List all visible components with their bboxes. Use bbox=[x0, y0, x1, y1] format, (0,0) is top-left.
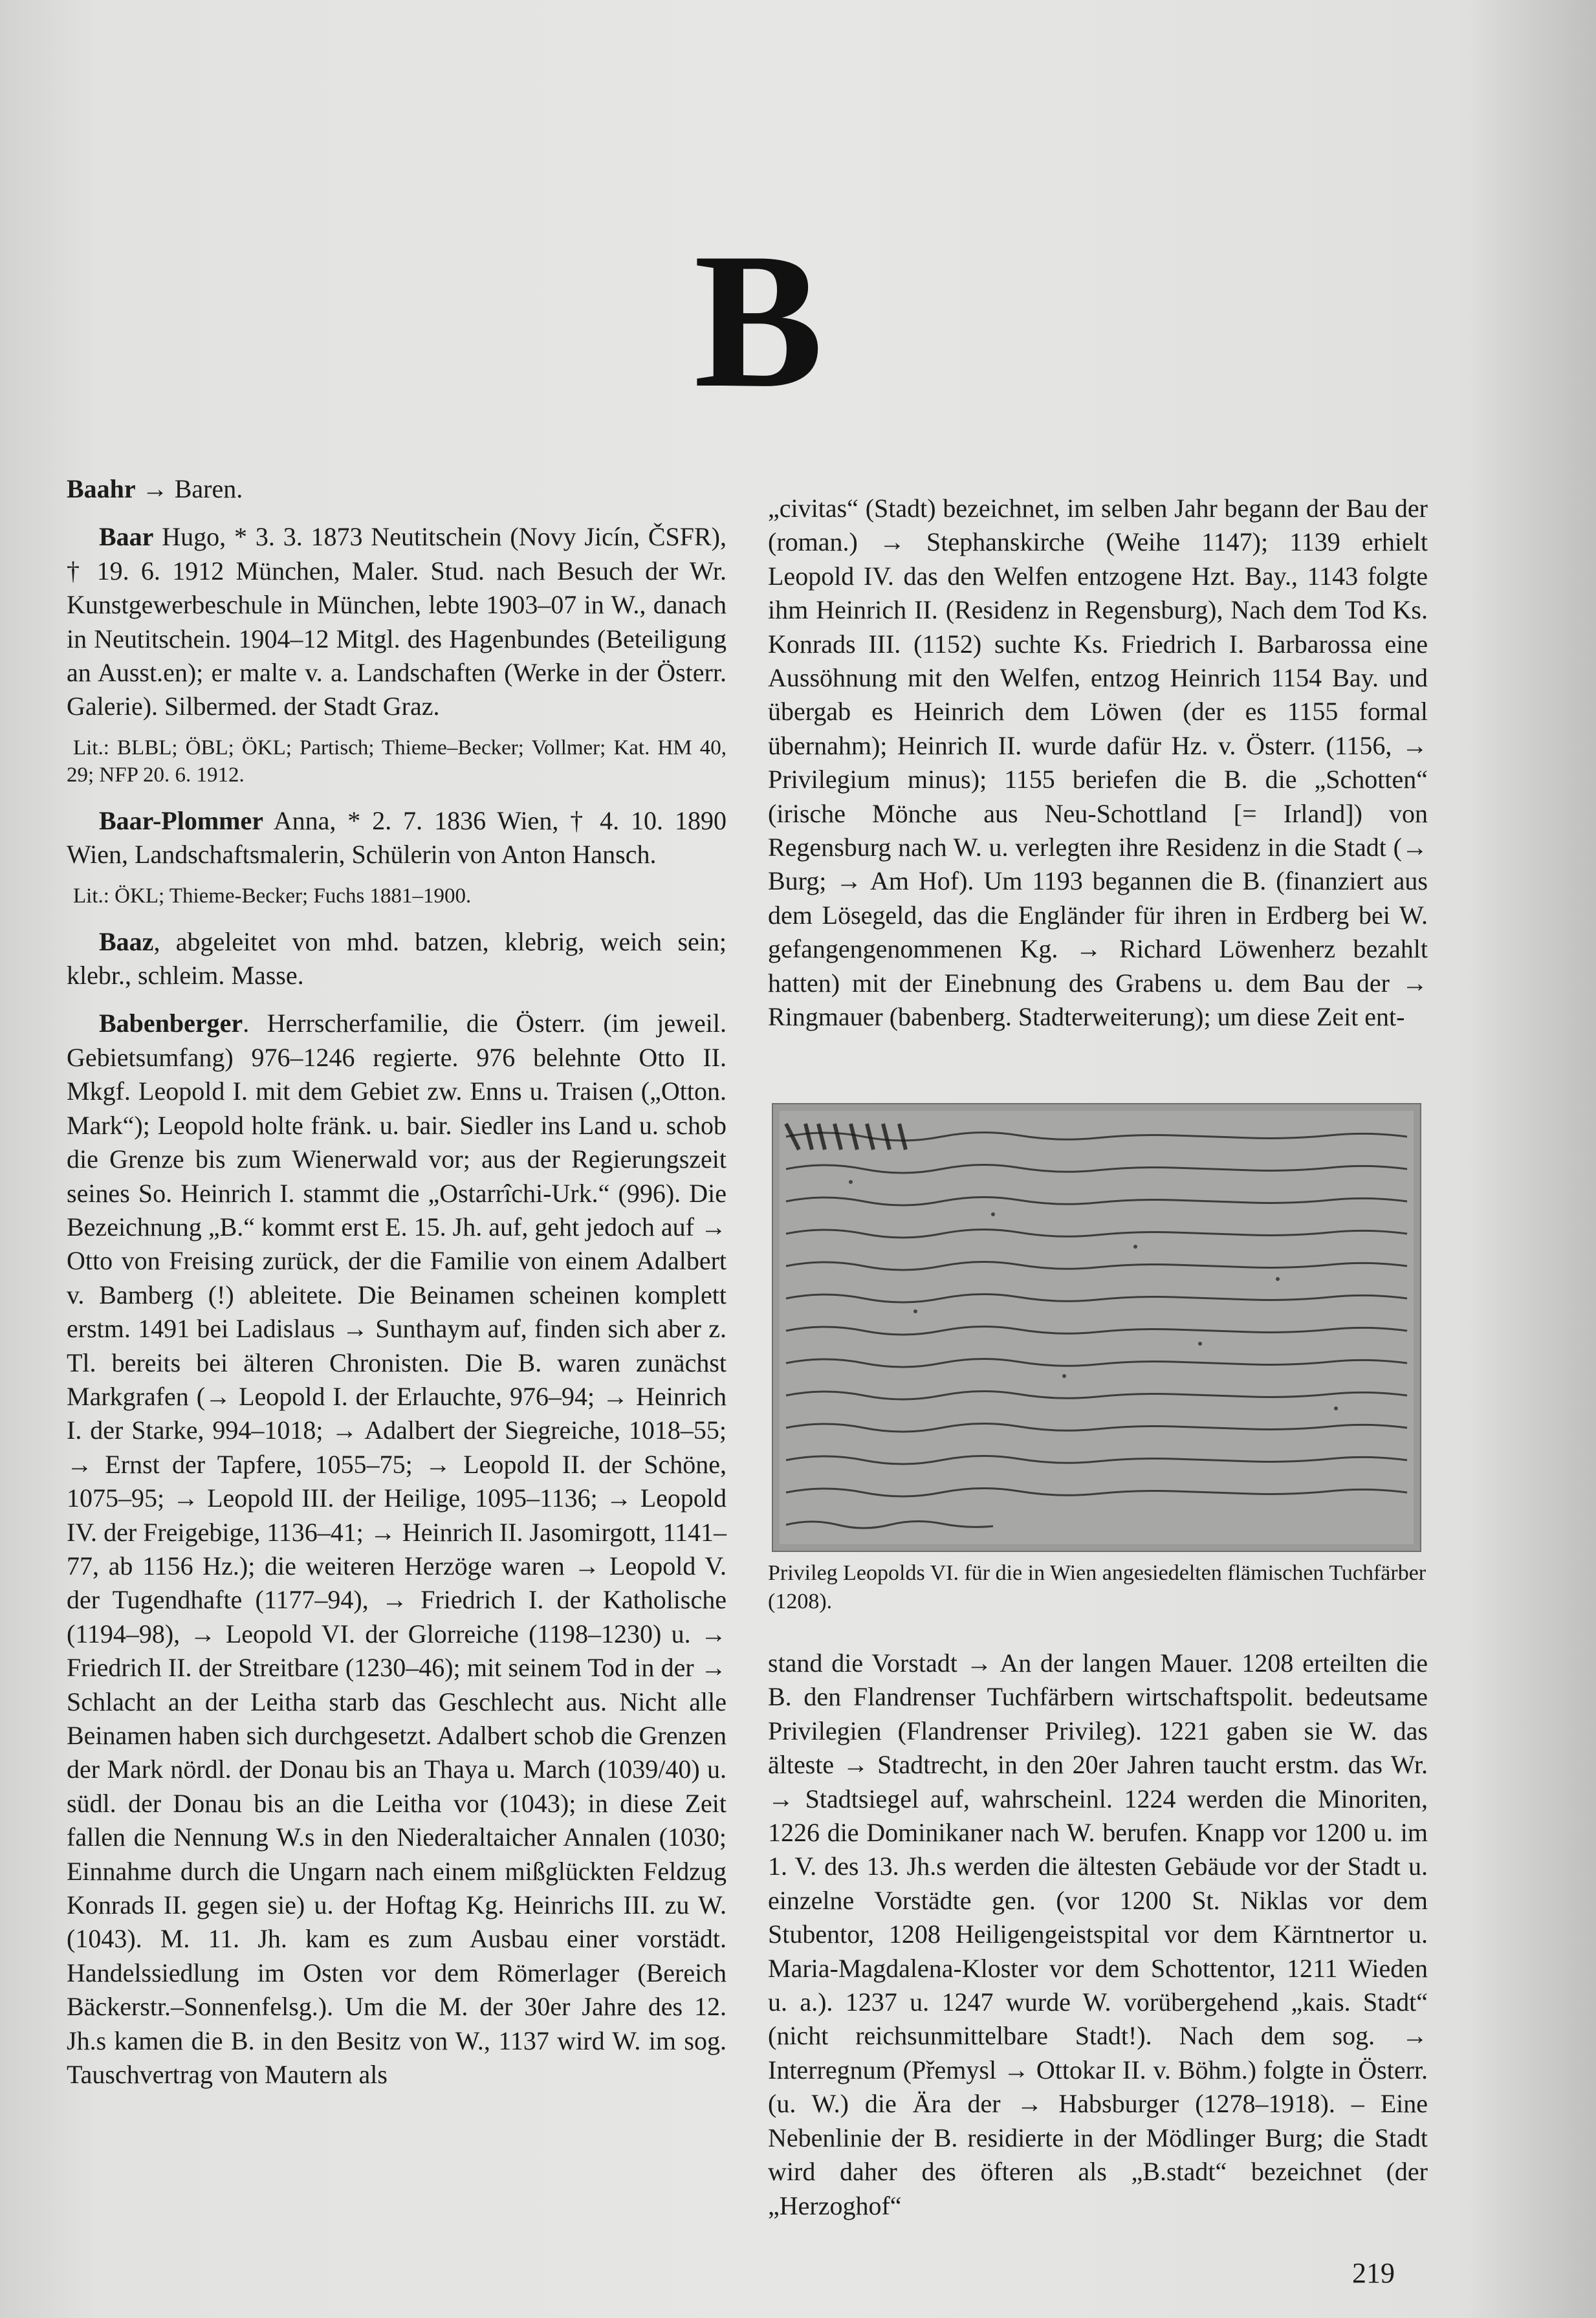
lemma: Baar bbox=[99, 522, 154, 552]
entry-text: . Herrscherfamilie, die Österr. (im jeweil. Gebietsumfang) 976–1246 regierte. 976 belehnte Otto II. Mkgf. Leopold I. mit dem Gebiet zw. Enns u. Traisen („Otton. Mark“); Leopold holte fränk. u. bair. Siedler ins Land u. schob die Grenze bis zum Wienerwald vor; aus der Regierungszeit seines So. Heinrich I. stammt die „Ostarrîchi-Urk.“ (996). Die Bezeichnung „B.“ kommt erst E. 15. Jh. auf, geht jedoch auf → Otto von Freising zurück, der die Familie von einem Adalbert v. Bamberg (!) ableitete. Die Beinamen scheinen komplett erstm. 1491 bei Ladislaus → Sunthaym auf, finden sich aber z. Tl. bereits bei älteren Chronisten. Die B. waren zunächst Markgrafen (→ Leopold I. der Erlauchte, 976–94; → Heinrich I. der Starke, 994–1018; → Adalbert der Siegreiche, 1018–55; → Ernst der Tapfere, 1055–75; → Leopold II. der Schöne, 1075–95; → Leopold III. der Heilige, 1095–1136; → Leopold IV. der Freigebige, 1136–41; → Heinrich II. Jasomirgott, 1141–77, ab 1156 Hz.); die weiteren Herzöge waren → Leopold V. der Tugendhafte (1177–94), → Friedrich I. der Katholische (1194–98), → Leopold VI. der Glorreiche (1198–1230) u. → Friedrich II. der Streitbare (1230–46); mit seinem Tod in der → Schlacht an der Leitha starb das Geschlecht aus. Nicht alle Beinamen haben sich durchgesetzt. Adalbert schob die Grenzen der Mark nördl. der Donau bis an Thaya u. March (1039/40) u. südl. der Donau bis an die Leitha vor (1043); in diese Zeit fallen die Nennung W.s in den Niederaltaicher Annalen (1030; Einnahme durch die Ungarn nach einem mißglückten Feldzug Konrads II. gegen sie) u. der Hoftag Kg. Heinrichs III. zu W. (1043). M. 11. Jh. kam es zum Ausbau einer vorstädt. Handelssiedlung im Osten vor dem Römerlager (Bereich Bäckerstr.–Sonnenfelsg.). Um die M. der 30er Jahre des 12. Jh.s kamen die B. in den Besitz von W., 1137 wird W. im sog. Tauschvertrag von Mautern als bbox=[67, 1009, 727, 2090]
literature-note: Lit.: ÖKL; Thieme-Becker; Fuchs 1881–1900. bbox=[73, 884, 472, 908]
section-letter: B bbox=[694, 213, 824, 428]
lemma: Babenberger bbox=[99, 1009, 243, 1038]
entry-baaz bbox=[67, 925, 727, 993]
continuation-text: stand die Vorstadt → An der langen Mauer. 1208 erteilten die B. den Flandrenser Tuchfärbern wirtschaftspolit. bedeutsame Privilegien (Flandrenser Privileg). 1221 gaben sie W. das älteste → Stadtrecht, in den 20er Jahren taucht erstm. das Wr. → Stadtsiegel auf, wahrscheinl. 1224 werden die Minoriten, 1226 die Dominikaner nach W. berufen. Knapp vor 1200 u. im 1. V. des 13. Jh.s werden die ältesten Gebäude vor der Stadt u. einzelne Vorstädte gen. (vor 1200 St. Niklas vor dem Stubentor, 1208 Heiligengeistspital vor dem Kärntnertor u. Maria-Magdalena-Kloster vor dem Schottentor, 1211 Wieden u. a.). 1237 u. 1247 wurde W. vorübergehend „kais. Stadt“ (nicht reichsunmittelbare Stadt!). Nach dem sog. → Interregnum (Přemysl → Ottokar II. v. Böhm.) folgte in Österr. (u. W.) die Ära der → Habsburger (1278–1918). – Eine Nebenlinie der B. residierte in der Mödlinger Burg; die Stadt wird daher des öfteren als „B.stadt“ bezeichnet (der „Herzoghof“ bbox=[768, 1648, 1428, 2220]
left-column bbox=[67, 472, 727, 2106]
entry-text: Hugo, * 3. 3. 1873 Neutitschein (Novy Jicín, ČSFR), † 19. 6. 1912 München, Maler. Stud. nach Besuch der Wr. Kunstgewerbeschule in München, lebte 1903–07 in W., danach in Neutitschein. 1904–12 Mitgl. des Hagenbundes (Beteiligung an Ausst.en); er malte v. a. Landschaften (Werke in der Österr. Galerie). Silbermed. der Stadt Graz. bbox=[67, 522, 727, 721]
page-number: 219 bbox=[1352, 2257, 1395, 2289]
entry-baar-plommer bbox=[67, 804, 727, 872]
entry-baahr bbox=[67, 472, 727, 506]
charter-image bbox=[772, 1103, 1421, 1552]
figure-caption: Privileg Leopolds VI. für die in Wien angesiedelten flämischen Tuchfärber (1208). bbox=[768, 1561, 1427, 1613]
right-column-lower bbox=[768, 1646, 1428, 2223]
entry-babenberger bbox=[67, 1007, 727, 2092]
literature-note: Lit.: BLBL; ÖBL; ÖKL; Partisch; Thieme–Becker; Vollmer; Kat. HM 40, 29; NFP 20. 6. 1912. bbox=[67, 736, 727, 787]
continuation-text: „civitas“ (Stadt) bezeichnet, im selben Jahr begann der Bau der (roman.) → Stephanskirche (Weihe 1147); 1139 erhielt Leopold IV. das den Welfen entzogene Hzt. Bay., 1143 folgte ihm Heinrich II. (Residenz in Regensburg), Nach dem Tod Ks. Konrads III. (1152) suchte Ks. Friedrich I. Barbarossa eine Aussöhnung mit den Welfen, entzog Heinrich 1154 Bay. und übergab es Heinrich dem Löwen (der es 1155 formal übernahm); Heinrich II. wurde dafür Hz. v. Österr. (1156, → Privilegium minus); 1155 beriefen die B. die „Schotten“ (irische Mönche aus Neu-Schottland [= Irland]) von Regensburg nach W. u. verlegten ihre Residenz in die Stadt (→ Burg; → Am Hof). Um 1193 begannen die B. (finanziert aus dem Lösegeld, das die Engländer für ihren in Erdberg bei W. gefangengenommenen Kg. → Richard Löwenherz bezahlt hatten) mit der Einebnung des Grabens u. dem Bau der → Ringmauer (babenberg. Stadterweiterung); um diese Zeit ent- bbox=[768, 494, 1428, 1032]
entry-text: , abgeleitet von mhd. batzen, klebrig, weich sein; klebr., schleim. Masse. bbox=[67, 926, 727, 990]
entry-text: Anna, * 2. 7. 1836 Wien, † 4. 10. 1890 Wien, Landschaftsmalerin, Schülerin von Anton Hansch. bbox=[67, 805, 727, 869]
entry-baar bbox=[67, 520, 727, 723]
lemma: Baar-Plommer bbox=[99, 805, 263, 835]
charter-script-lines bbox=[773, 1104, 1420, 1551]
lemma: Baaz bbox=[99, 926, 154, 956]
lemma: Baahr bbox=[67, 474, 136, 503]
right-column-upper bbox=[768, 492, 1428, 1034]
entry-text: → Baren. bbox=[135, 474, 243, 503]
page-edge-shadow bbox=[1456, 0, 1596, 2318]
